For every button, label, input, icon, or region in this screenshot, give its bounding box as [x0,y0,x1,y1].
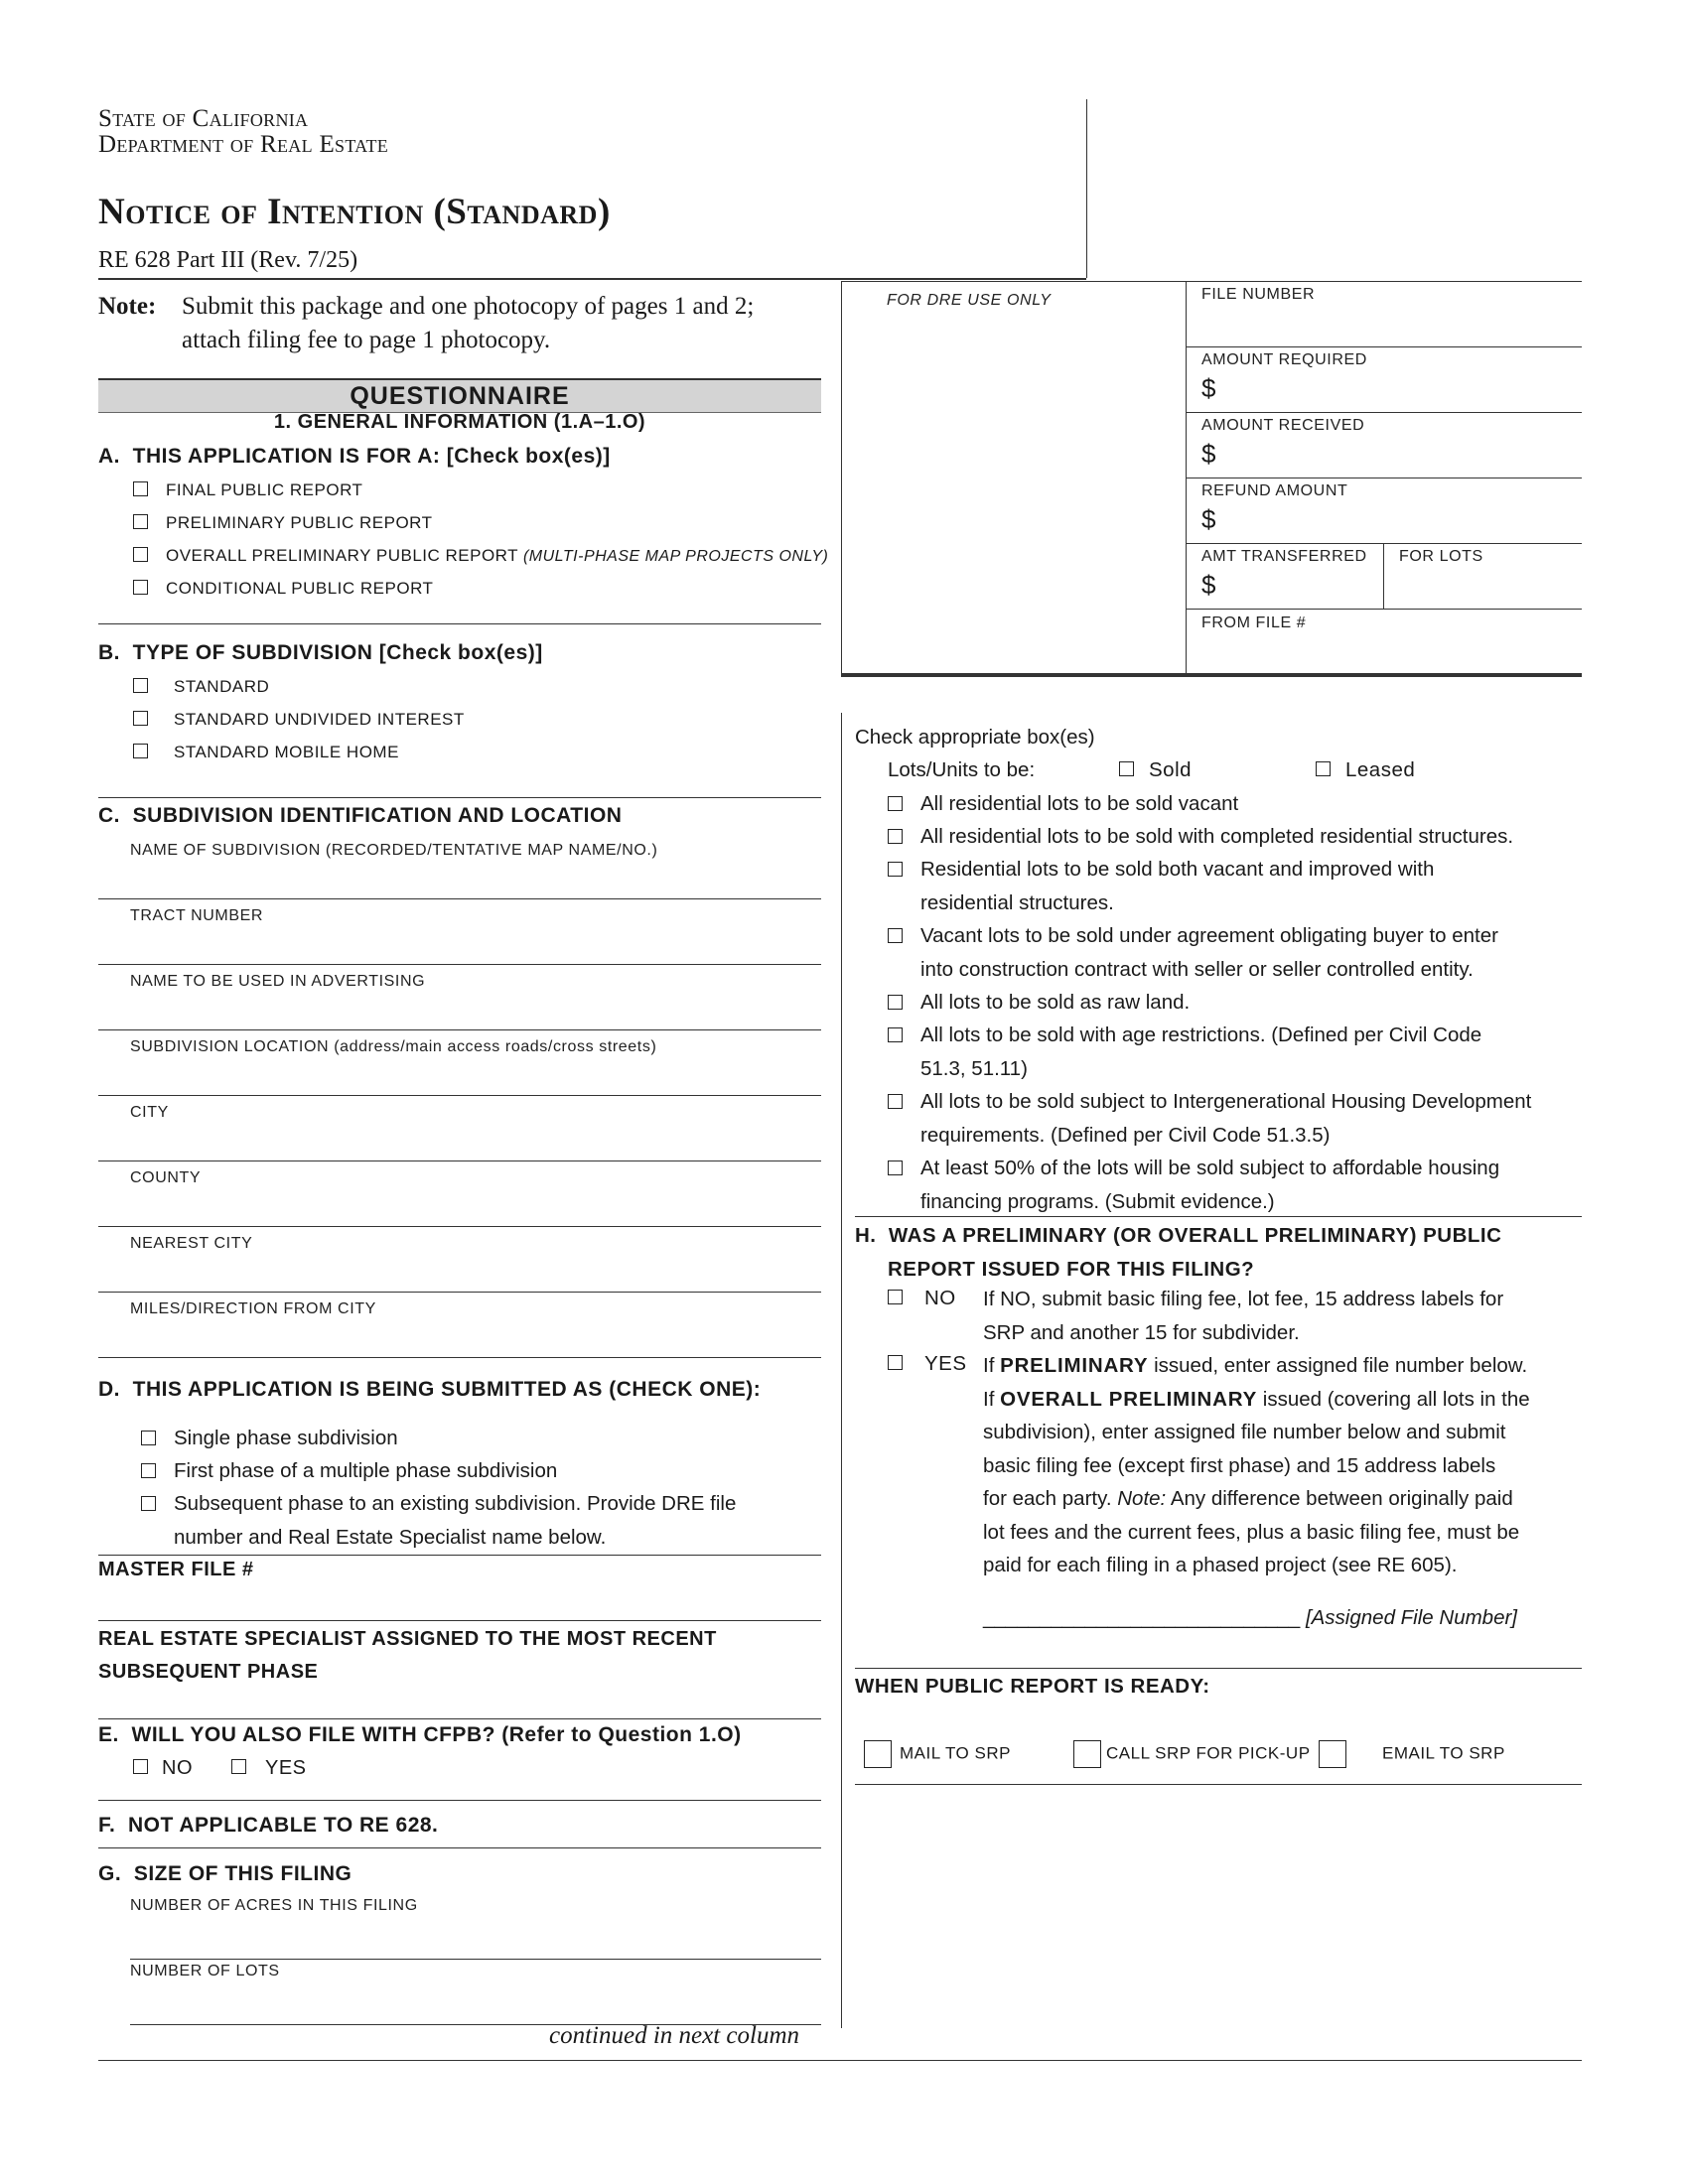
no-text-line: SRP and another 15 for subdivider. [983,1320,1300,1344]
specialist-line-1: REAL ESTATE SPECIALIST ASSIGNED TO THE MOST RECENT [98,1628,717,1650]
lot-option[interactable] [920,1152,1499,1218]
field-subdivision-location[interactable]: SUBDIVISION LOCATION (address/main access roads/cross streets) [130,1038,657,1055]
checkbox[interactable] [141,1496,156,1511]
checkbox[interactable] [888,796,903,811]
field-advertising-name[interactable]: NAME TO BE USED IN ADVERTISING [130,973,426,990]
assigned-label: [Assigned File Number] [1305,1606,1517,1629]
section-d-heading: D. THIS APPLICATION IS BEING SUBMITTED AS (CHECK ONE): [98,1378,762,1401]
option-note: (MULTI-PHASE MAP PROJECTS ONLY) [522,548,829,565]
header [98,105,388,159]
file-number-label: FILE NUMBER [1201,286,1316,303]
assigned-file-number[interactable] [983,1606,1517,1630]
option-label: CALL SRP FOR PICK-UP [1106,1743,1311,1763]
rule [98,1800,821,1801]
field-county[interactable]: COUNTY [130,1169,202,1186]
dre-row-rule [1186,412,1582,413]
option-label: All residential lots to be sold vacant [920,792,1239,815]
field-number-of-lots[interactable]: NUMBER OF LOTS [130,1963,280,1979]
rule [98,623,821,624]
option-label: NO [162,1757,193,1779]
section-h-line-2: REPORT ISSUED FOR THIS FILING? [888,1257,1255,1281]
option-standard-mobile-home[interactable] [133,743,399,762]
yes-text: lot fees and the current fees, plus a basic filing fee, must be [983,1520,1520,1544]
checkbox[interactable] [888,1094,903,1109]
option-label-cont: requirements. (Defined per Civil Code 51.3.5) [920,1123,1331,1147]
checkbox[interactable] [888,1160,903,1175]
option-leased[interactable] [1316,758,1415,782]
yes-text: If [983,1387,995,1411]
preliminary-yes[interactable] [888,1352,967,1376]
option-label-cont: 51.3, 51.11) [920,1056,1028,1080]
option-overall-preliminary[interactable] [133,546,828,566]
field-tract-number[interactable]: TRACT NUMBER [130,907,264,924]
call-srp[interactable] [1073,1740,1311,1768]
note-line-2: attach filing fee to page 1 photocopy. [182,327,551,353]
checkbox[interactable] [1319,1740,1346,1768]
check-appropriate-label: Check appropriate box(es) [855,726,1095,749]
option-subsequent-phase[interactable] [174,1487,736,1554]
option-label: NO [924,1287,956,1309]
section-b-heading: B. TYPE OF SUBDIVISION [Check box(es)] [98,641,543,664]
option-label: CONDITIONAL PUBLIC REPORT [166,579,434,598]
yes-text: issued, enter assigned file number below. [1154,1354,1528,1377]
note-line-1: Submit this package and one photocopy of pages 1 and 2; [182,293,755,320]
yes-text: Any difference between originally paid [1170,1487,1513,1510]
field-city[interactable]: CITY [130,1104,169,1121]
option-label: Residential lots to be sold both vacant and improved with [920,858,1435,881]
refund-amount-dollar: $ [1201,504,1216,534]
yes-bold: OVERALL PRELIMINARY [1000,1387,1258,1411]
rule [98,1718,821,1719]
checkbox[interactable] [141,1463,156,1478]
option-preliminary-public-report[interactable] [133,513,433,533]
field-rule [98,898,821,899]
amount-required-dollar: $ [1201,373,1216,403]
section-h-line-1: H. WAS A PRELIMINARY (OR OVERALL PRELIMINARY) PUBLIC [855,1224,1502,1247]
field-rule [98,1029,821,1030]
continued-note: continued in next column [549,2022,800,2049]
option-label-cont: into construction contract with seller or seller controlled entity. [920,957,1474,981]
checkbox[interactable] [888,928,903,943]
header-divider [1086,99,1087,278]
checkbox[interactable] [888,1027,903,1042]
yes-text: for each party. [983,1487,1112,1510]
dre-use-only: FOR DRE USE ONLY [887,292,1052,309]
questionnaire-title: QUESTIONNAIRE [350,382,570,410]
preliminary-no[interactable] [888,1287,956,1310]
checkbox[interactable] [133,481,148,496]
lot-option[interactable] [920,986,1190,1020]
checkbox[interactable] [133,678,148,693]
rule [855,1784,1582,1785]
cfpb-yes[interactable] [231,1757,307,1780]
public-report-heading: WHEN PUBLIC REPORT IS READY: [855,1675,1210,1698]
field-number-of-acres[interactable]: NUMBER OF ACRES IN THIS FILING [130,1897,418,1914]
header-rule [98,278,1086,280]
preliminary-yes-text [983,1349,1530,1582]
field-rule [98,1095,821,1096]
mail-to-srp[interactable] [864,1740,1011,1768]
option-label: PRELIMINARY PUBLIC REPORT [166,513,433,532]
page-bottom-rule [98,2060,1582,2061]
option-conditional-public-report[interactable] [133,579,433,599]
refund-amount-label: REFUND AMOUNT [1201,482,1348,499]
option-label: All lots to be sold as raw land. [920,991,1191,1014]
yes-bold: PRELIMINARY [1000,1354,1149,1377]
yes-text: basic filing fee (except first phase) and 15 address labels [983,1453,1496,1477]
rule [98,1620,821,1621]
rule [855,1668,1582,1669]
note [98,290,755,353]
option-label: Single phase subdivision [174,1427,398,1449]
option-label: STANDARD UNDIVIDED INTEREST [174,710,465,729]
yes-text: paid for each filing in a phased project (see RE 605). [983,1554,1458,1576]
rule [98,797,821,798]
questionnaire-banner [98,378,821,413]
checkbox[interactable] [1316,761,1331,776]
section-1-heading: 1. GENERAL INFORMATION (1.A–1.O) [273,411,646,433]
option-first-phase[interactable] [174,1454,557,1488]
option-label: Subsequent phase to an existing subdivision. Provide DRE file [174,1492,737,1515]
amt-transferred-label: AMT TRANSFERRED [1201,548,1367,565]
option-label: Sold [1149,758,1193,781]
checkbox[interactable] [133,711,148,726]
from-file-label: FROM FILE # [1201,614,1307,631]
dre-row-rule [1186,346,1582,347]
option-label-cont: number and Real Estate Specialist name below. [174,1525,607,1549]
lot-option[interactable] [920,787,1238,821]
option-standard-undivided[interactable] [133,710,465,730]
note-label: Note: [98,293,157,320]
option-label-cont: residential structures. [920,890,1114,914]
option-label: Vacant lots to be sold under agreement obligating buyer to enter [920,924,1498,947]
checkbox[interactable] [141,1431,156,1445]
email-to-srp[interactable] [1319,1740,1505,1768]
lots-units-label: Lots/Units to be: [888,758,1036,781]
dre-box-bottom [841,673,1582,677]
checkbox[interactable] [133,744,148,758]
dre-row-rule [1186,609,1582,610]
checkbox[interactable] [133,547,148,562]
yes-text: If [983,1354,995,1377]
option-sold[interactable] [1119,758,1192,782]
checkbox[interactable] [133,1759,148,1774]
option-label: All lots to be sold subject to Intergenerational Housing Development [920,1090,1532,1113]
option-label: MAIL TO SRP [900,1743,1011,1763]
dre-box-left [841,281,842,674]
rule [855,1216,1582,1217]
specialist-line-2: SUBSEQUENT PHASE [98,1661,319,1683]
specialist-label[interactable] [98,1623,717,1689]
rule [98,1555,821,1556]
option-label: STANDARD MOBILE HOME [174,743,399,761]
checkbox[interactable] [864,1740,892,1768]
cfpb-no[interactable] [133,1757,193,1780]
section-f-heading: F. NOT APPLICABLE TO RE 628. [98,1814,439,1837]
option-label: At least 50% of the lots will be sold subject to affordable housing [920,1157,1500,1179]
field-miles-direction[interactable]: MILES/DIRECTION FROM CITY [130,1300,376,1317]
checkbox[interactable] [888,995,903,1010]
field-rule [98,964,821,965]
amount-received-label: AMOUNT RECEIVED [1201,417,1365,434]
option-label: EMAIL TO SRP [1382,1743,1505,1763]
checkbox[interactable] [1119,761,1134,776]
section-g-heading: G. SIZE OF THIS FILING [98,1862,352,1885]
option-label: All residential lots to be sold with completed residential structures. [920,825,1514,848]
dre-box-top [841,281,1582,282]
amt-transferred-dollar: $ [1201,570,1216,600]
checkbox[interactable] [888,862,903,877]
field-rule [98,1357,821,1358]
lot-option[interactable] [920,1019,1481,1085]
yes-text: issued (covering all lots in the [1262,1387,1530,1411]
checkbox[interactable] [133,514,148,529]
for-lots-divider [1383,543,1384,609]
option-standard[interactable] [133,677,269,697]
field-rule [98,1160,821,1161]
field-rule [98,1292,821,1293]
option-label-cont: financing programs. (Submit evidence.) [920,1189,1275,1213]
amount-required-label: AMOUNT REQUIRED [1201,351,1367,368]
state-name: State of California [98,105,309,132]
preliminary-no-text [983,1283,1503,1349]
option-label: OVERALL PRELIMINARY PUBLIC REPORT [166,546,518,565]
section-h-heading [855,1219,1501,1286]
column-divider [841,713,842,2028]
lot-option[interactable] [920,1085,1531,1152]
checkbox[interactable] [888,1290,903,1304]
option-label: FINAL PUBLIC REPORT [166,480,363,499]
lot-option[interactable] [920,853,1434,919]
section-e-heading: E. WILL YOU ALSO FILE WITH CFPB? (Refer to Question 1.O) [98,1723,742,1746]
page-title: Notice of Intention (Standard) [98,192,611,232]
option-single-phase[interactable] [174,1422,398,1455]
option-label: Leased [1345,758,1416,781]
field-rule [130,1959,821,1960]
option-label: All lots to be sold with age restrictions. (Defined per Civil Code [920,1024,1482,1046]
no-text-line: If NO, submit basic filing fee, lot fee, 15 address labels for [983,1288,1504,1310]
option-label: YES [265,1757,307,1779]
field-subdivision-name[interactable]: NAME OF SUBDIVISION (RECORDED/TENTATIVE MAP NAME/NO.) [130,842,658,859]
lot-option[interactable] [920,820,1513,854]
checkbox[interactable] [231,1759,246,1774]
amount-received-dollar: $ [1201,439,1216,469]
for-lots-label: FOR LOTS [1399,548,1483,565]
option-final-public-report[interactable] [133,480,362,500]
assigned-blank[interactable]: ____________________________ [983,1606,1301,1629]
yes-note-label: Note: [1117,1487,1167,1510]
lot-option[interactable] [920,919,1498,986]
option-label: YES [924,1352,967,1375]
field-rule [98,1226,821,1227]
department-name: Department of Real Estate [98,131,389,158]
form-number: RE 628 Part III (Rev. 7/25) [98,247,358,273]
section-a-heading: A. THIS APPLICATION IS FOR A: [Check box(es)] [98,445,611,468]
yes-text: subdivision), enter assigned file number below and submit [983,1421,1506,1443]
checkbox[interactable] [133,580,148,595]
checkbox[interactable] [888,1355,903,1370]
option-label: STANDARD [174,677,270,696]
rule [98,1847,821,1848]
field-nearest-city[interactable]: NEAREST CITY [130,1235,253,1252]
checkbox[interactable] [1073,1740,1101,1768]
option-label: First phase of a multiple phase subdivision [174,1459,558,1482]
section-c-heading: C. SUBDIVISION IDENTIFICATION AND LOCATION [98,804,623,827]
checkbox[interactable] [888,829,903,844]
master-file-label[interactable]: MASTER FILE # [98,1559,254,1580]
